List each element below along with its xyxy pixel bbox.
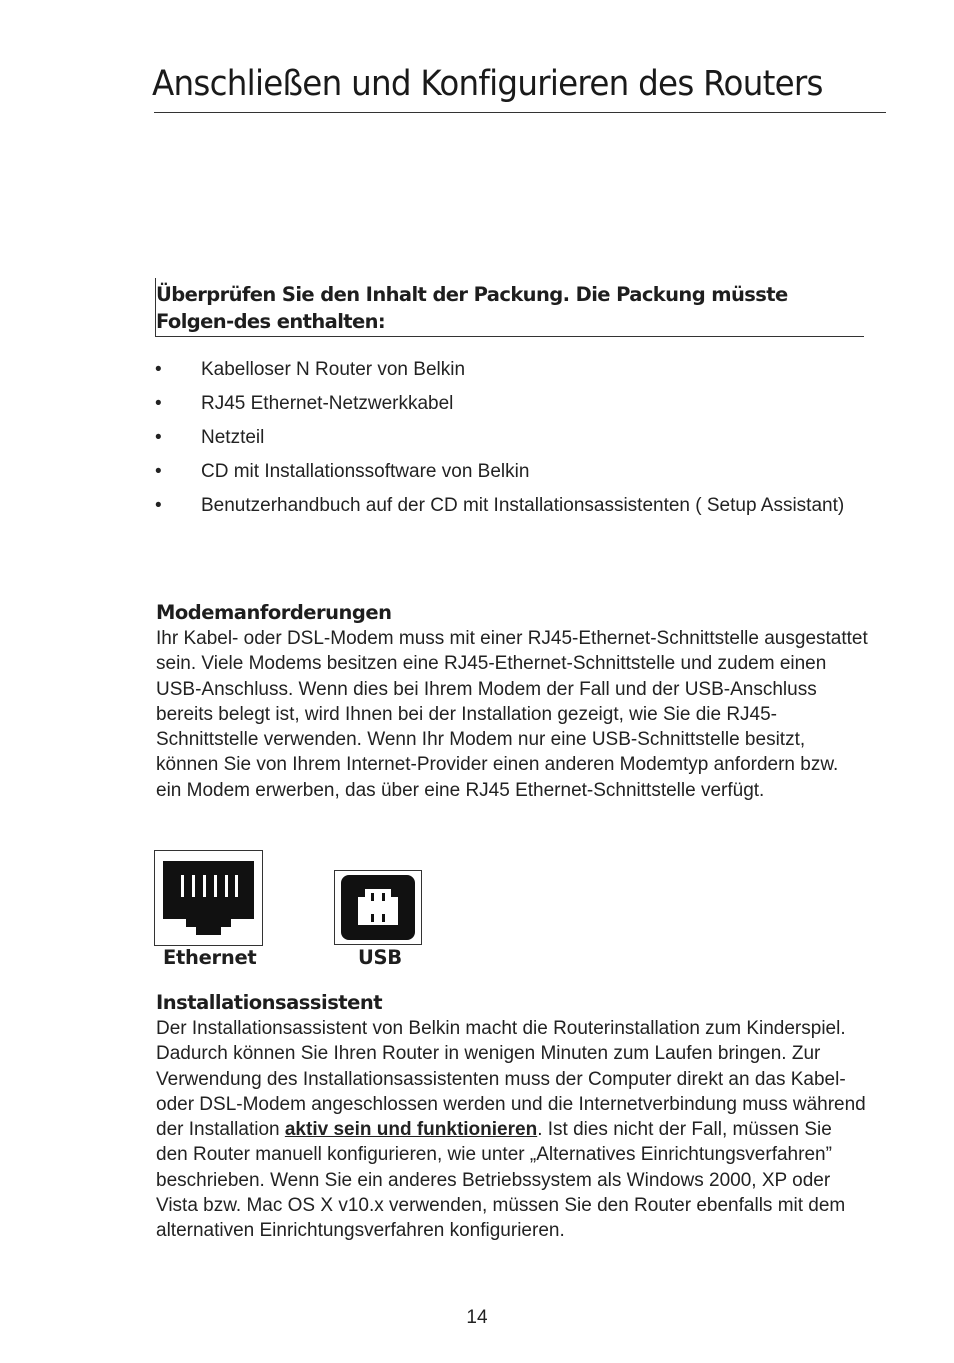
- usb-label: USB: [358, 946, 402, 969]
- ethernet-port-frame: [154, 850, 263, 946]
- page-title: Anschließen und Konfigurieren des Routers: [152, 64, 823, 104]
- list-item: [155, 459, 865, 484]
- modem-heading: Modemanforderungen: [156, 601, 392, 624]
- ethernet-label: Ethernet: [163, 946, 257, 969]
- bullet-icon: •: [155, 461, 162, 482]
- list-item-text: RJ45 Ethernet-Netzwerkkabel: [201, 393, 454, 414]
- page-number: 14: [466, 1307, 488, 1328]
- assistant-heading: Installationsassistent: [156, 991, 383, 1014]
- assistant-body-end: . Ist dies nicht der Fall, müssen Sie den Router manuell konfigurieren, wie unter „Alternatives Einrichtungsverfahren” beschrieben. Wenn Sie ein anderes Betriebssystem als Windows 2000, XP oder Vista bzw. Mac OS X v10.x verwenden, müssen Sie den Router ebenfalls mit dem alternativen Einrichtungsverfahren konfigurieren.: [156, 1119, 846, 1242]
- list-item-text: Kabelloser N Router von Belkin: [201, 359, 466, 380]
- bullet-icon: •: [155, 359, 162, 380]
- assistant-emphasis: aktiv sein und funktionieren: [284, 1119, 538, 1141]
- package-contents-list: [155, 357, 865, 527]
- list-item-text: Netzteil: [201, 427, 265, 448]
- list-item: [155, 391, 865, 416]
- bullet-icon: •: [155, 495, 162, 516]
- usb-port-frame: [334, 870, 422, 945]
- list-item: [155, 425, 865, 450]
- title-rule: [154, 112, 886, 113]
- assistant-body: [156, 1016, 868, 1244]
- list-item: [155, 357, 865, 382]
- list-item-text: CD mit Installationssoftware von Belkin: [201, 461, 530, 482]
- list-item: [155, 493, 865, 518]
- bullet-icon: •: [155, 427, 162, 448]
- ethernet-port-icon: [155, 851, 262, 945]
- bullet-icon: •: [155, 393, 162, 414]
- assistant-body-start: Der Installationsassistent von Belkin macht die Routerinstallation zum Kinderspiel. Dadurch können Sie Ihren Router in wenigen Minuten zum Laufen bringen. Zur Verwendung des Installationsassistenten muss der Computer direkt an das Kabel- oder DSL-Modem angeschlossen werden und die Internetverbindung muss während der Installation: [156, 1018, 866, 1141]
- modem-body: Ihr Kabel- oder DSL-Modem muss mit einer RJ45-Ethernet-Schnittstelle ausgestattet sein. Viele Modems besitzen eine RJ45-Ethernet-Schnittstelle und zudem einen USB-Anschluss. Wenn dies bei Ihrem Modem der Fall und der USB-Anschluss bereits belegt ist, wird Ihnen bei der Installation gezeigt, wie Sie die RJ45-Schnittstelle verwenden. Wenn Ihr Modem nur eine USB-Schnittstelle besitzt, können Sie von Ihrem Internet-Provider einen anderen Modemtyp anfordern bzw. ein Modem erwerben, das über eine RJ45 Ethernet-Schnittstelle verfügt.: [156, 628, 868, 801]
- package-heading: Überprüfen Sie den Inhalt der Packung. Die Packung müsste Folgen-des enthalten:: [156, 283, 788, 333]
- list-item-text: Benutzerhandbuch auf der CD mit Installationsassistenten ( Setup Assistant): [201, 495, 845, 516]
- usb-port-icon: [335, 871, 421, 944]
